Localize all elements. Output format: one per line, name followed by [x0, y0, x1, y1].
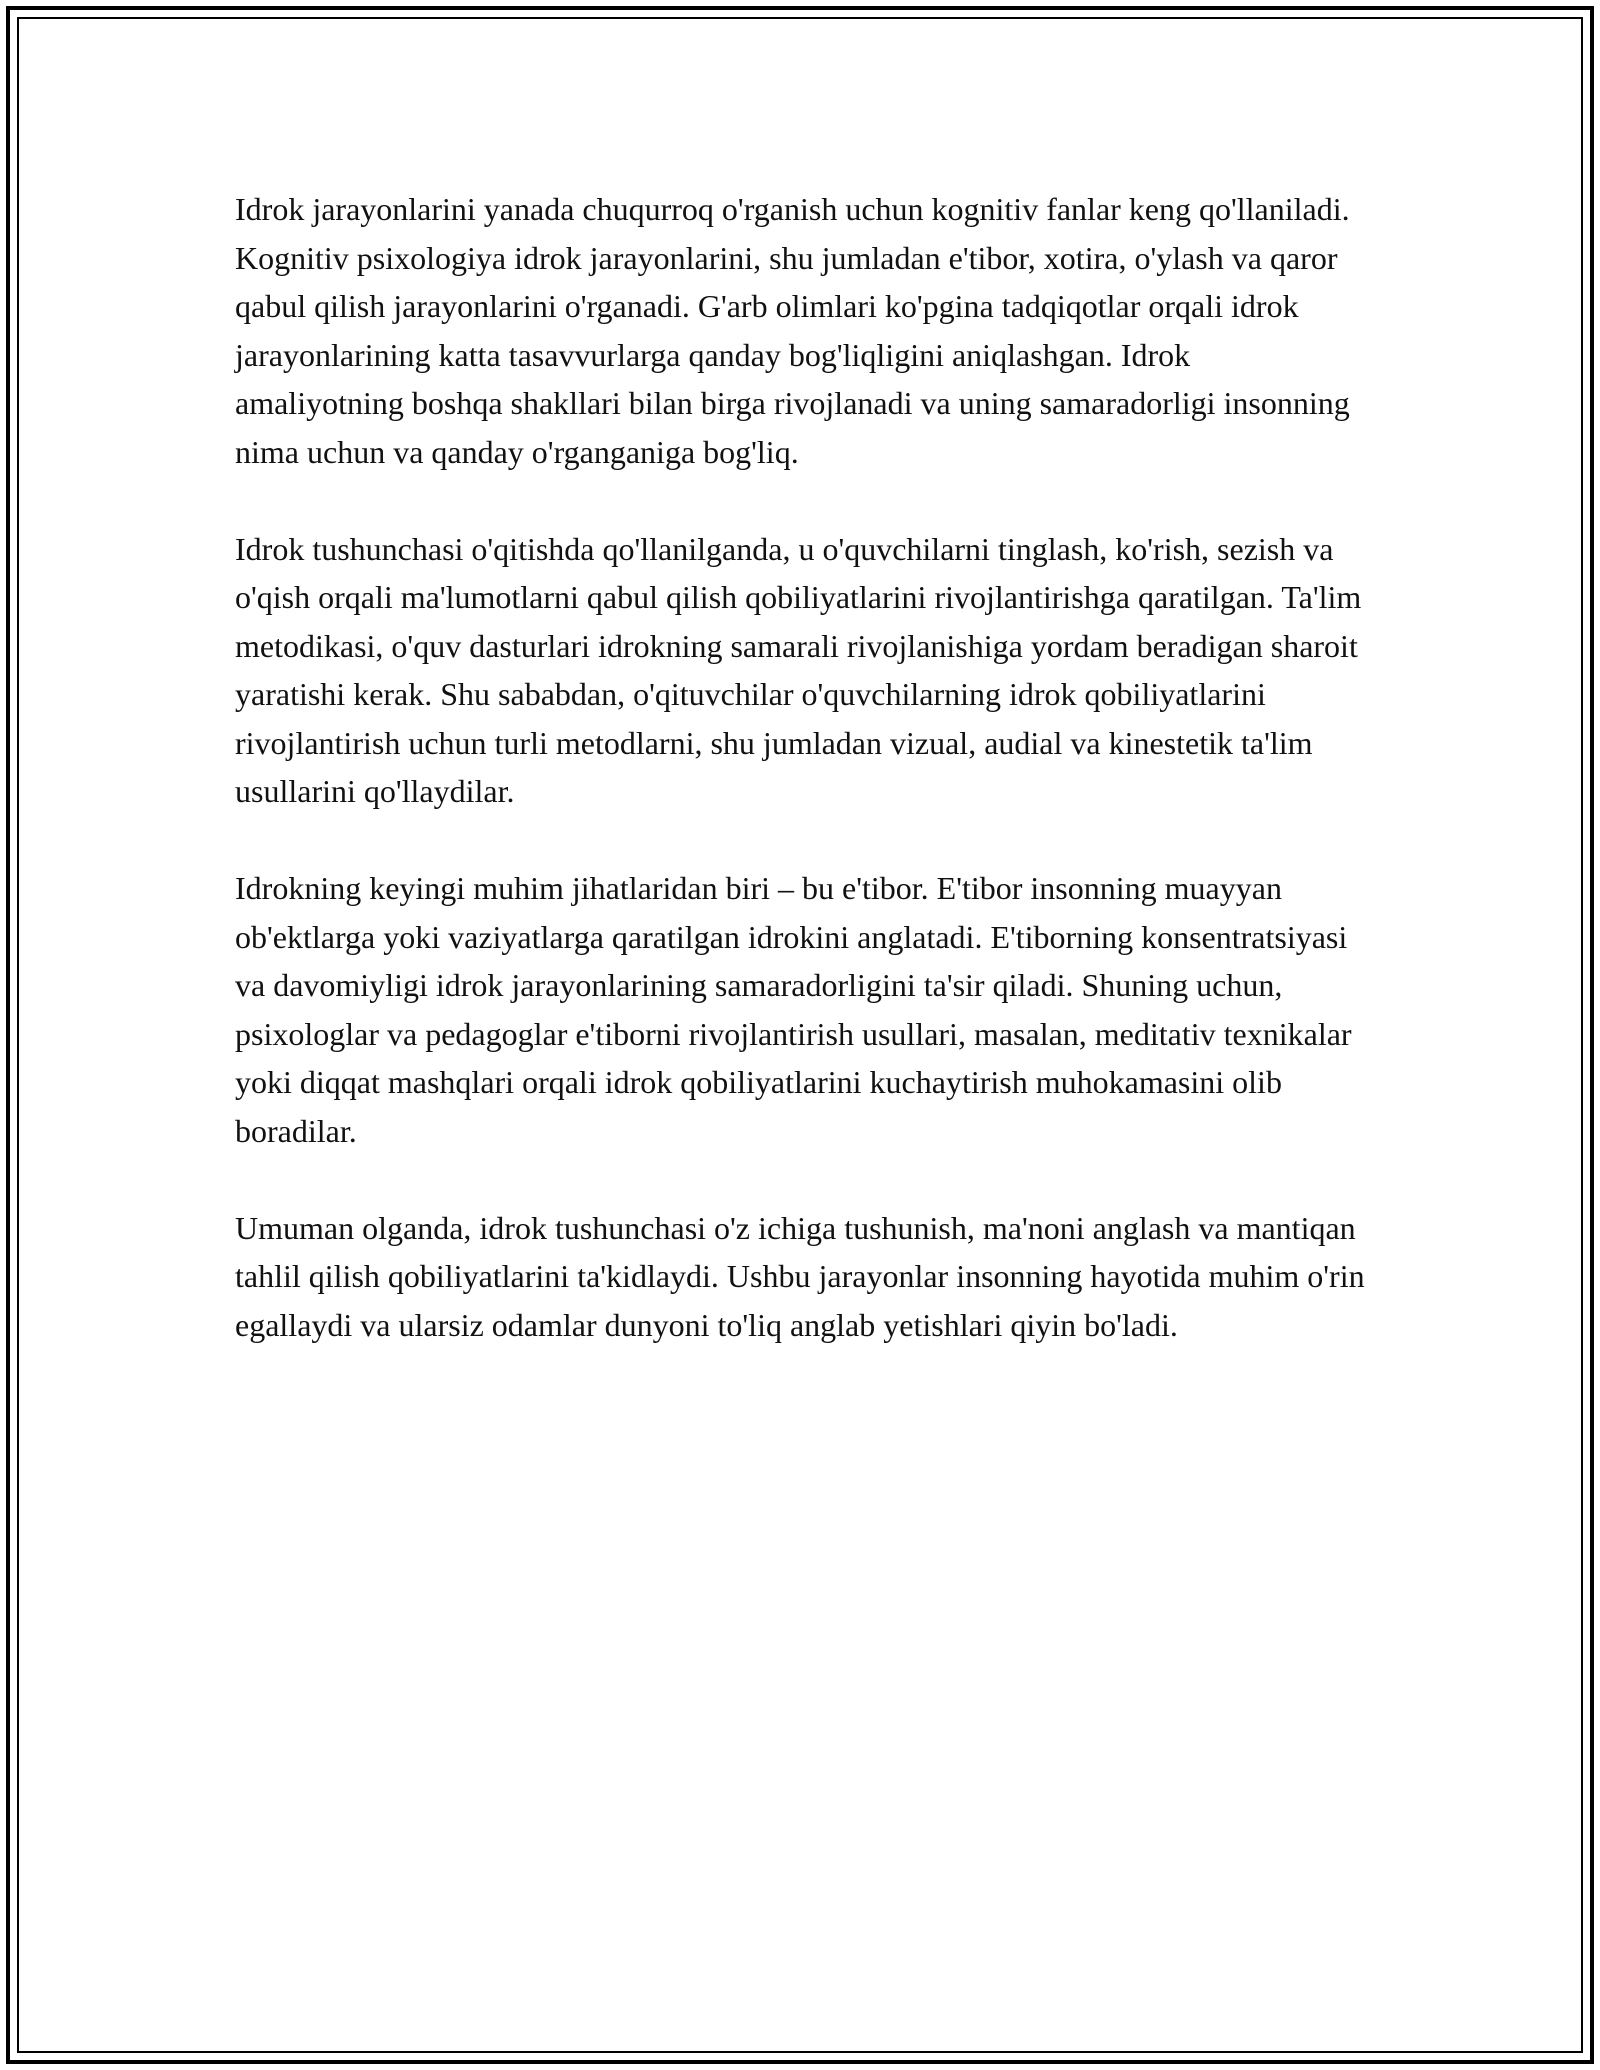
paragraph-3: Idrokning keyingi muhim jihatlaridan biri – bu e'tibor. E'tibor insonning muayyan ob'ektlarga yoki vaziyatlarga qaratilgan idrokini anglatadi. E'tiborning konsentratsiyasi va davomiyligi idrok jarayonlarining samaradorligini ta'sir qiladi. Shuning uchun, psixologlar va pedagoglar e'tiborni rivojlantirish usullari, masalan, meditativ texnikalar yoki diqqat mashqlari orqali idrok qobiliyatlarini kuchaytirish muhokamasini olib boradilar.: [235, 870, 1352, 1149]
paragraph-4: Umuman olganda, idrok tushunchasi o'z ichiga tushunish, ma'noni anglash va mantiqan tahlil qilish qobiliyatlarini ta'kidlaydi. Ushbu jarayonlar insonning hayotida muhim o'rin egallaydi va ularsiz odamlar dunyoni to'liq anglab yetishlari qiyin bo'ladi.: [235, 1209, 1365, 1343]
paragraph-1: Idrok jarayonlarini yanada chuqurroq o'rganish uchun kognitiv fanlar keng qo'llaniladi. Kognitiv psixologiya idrok jarayonlarini, shu jumladan e'tibor, xotira, o'ylash va qaror qabul qilish jarayonlarini o'rganadi. G'arb olimlari ko'pgina tadqiqotlar orqali idrok jarayonlarining katta tasavvurlarga qanday bog'liqligini aniqlashgan. Idrok amaliyotning boshqa shakllari bilan birga rivojlanadi va uning samaradorligi insonning nima uchun va qanday o'rganganiga bog'liq.: [235, 191, 1350, 470]
paragraph-2: Idrok tushunchasi o'qitishda qo'llanilganda, u o'quvchilarni tinglash, ko'rish, sezish va o'qish orqali ma'lumotlarni qabul qilish qobiliyatlarini rivojlantirishga qaratilgan. Ta'lim metodikasi, o'quv dasturlari idrokning samarali rivojlanishiga yordam beradigan sharoit yaratishi kerak. Shu sababdan, o'qituvchilar o'quvchilarning idrok qobiliyatlarini rivojlantirish uchun turli metodlarni, shu jumladan vizual, audial va kinestetik ta'lim usullarini qo'llaydilar.: [235, 530, 1362, 809]
document-body: [235, 185, 1365, 1349]
